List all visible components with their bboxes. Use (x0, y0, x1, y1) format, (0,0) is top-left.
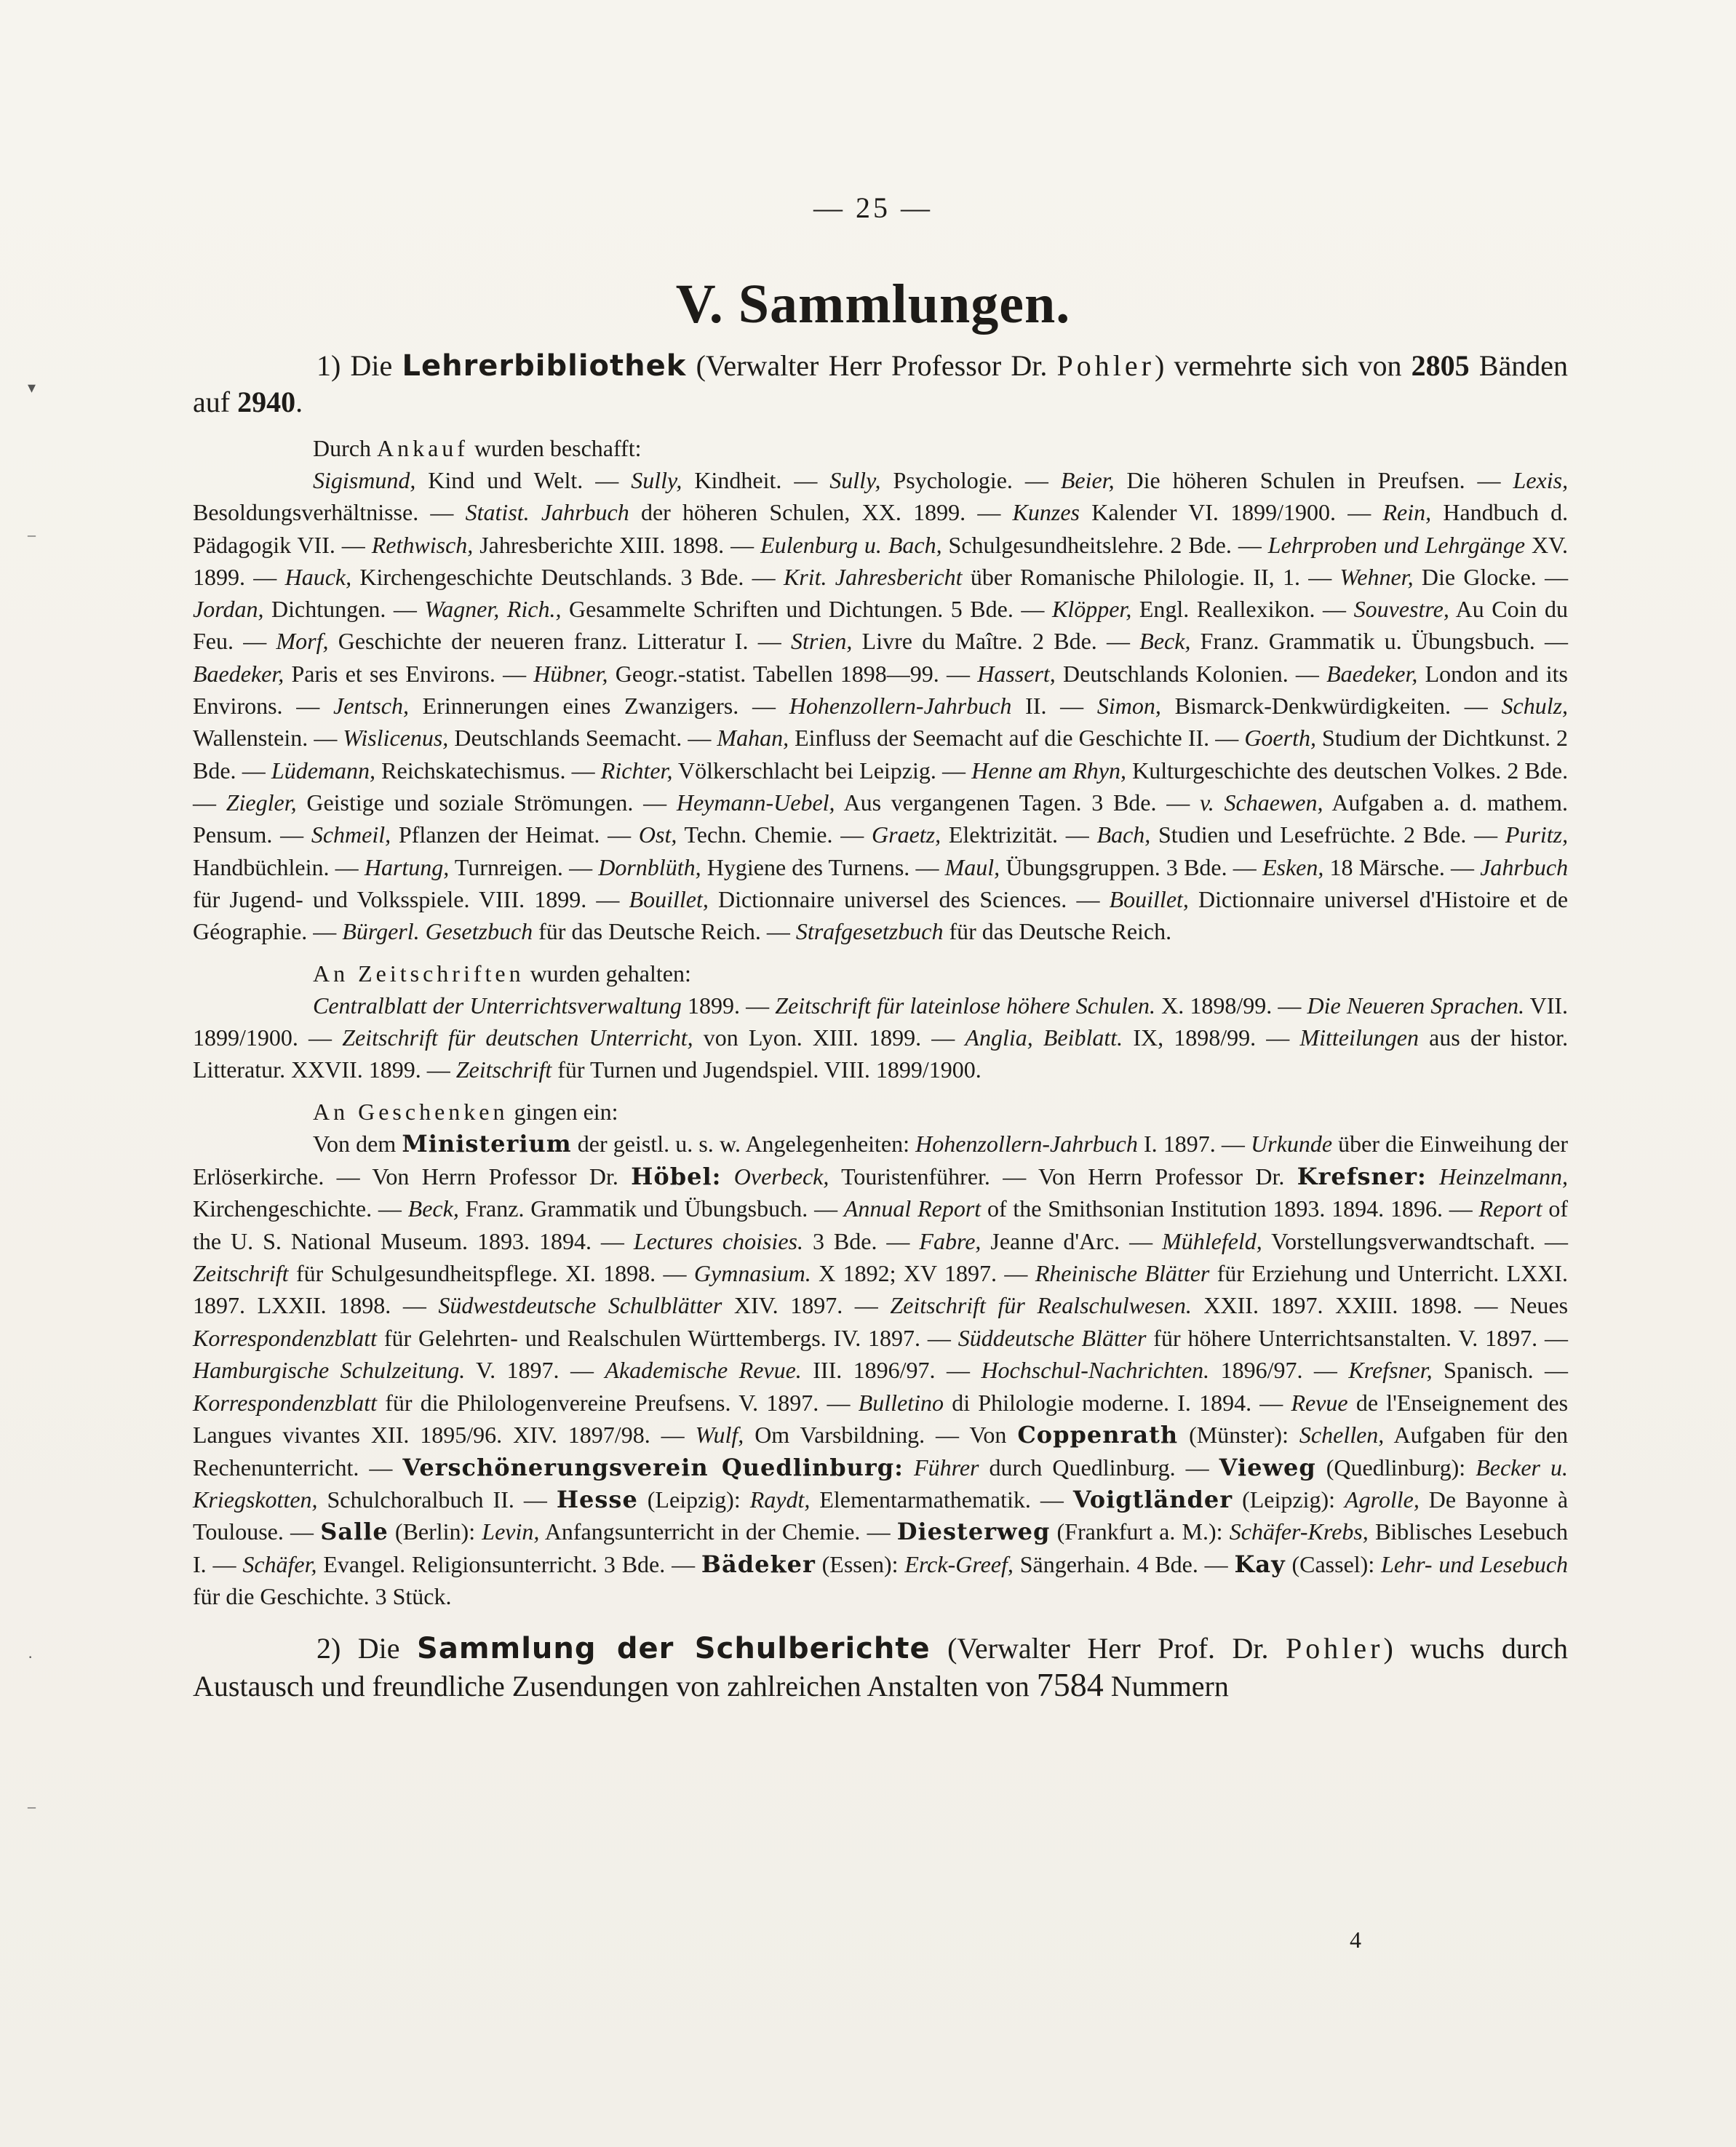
ankauf-entry (872, 821, 1097, 848)
ankauf-entry (717, 725, 1244, 751)
ankauf-text: XV. 1899. (193, 531, 1569, 590)
section-title: V. Sammlungen. (675, 274, 1071, 335)
ankauf-author: Sully, (631, 467, 682, 493)
ankauf-author: Bouillet, (629, 885, 709, 912)
zeitschrift-entry (775, 992, 1307, 1019)
ankauf-entry (784, 564, 1340, 590)
zeitschrift-entry (342, 1024, 965, 1051)
ankauf-author: Morf, (276, 628, 329, 655)
ankauf-text: Psychologie. (880, 467, 1013, 493)
person-name: Pohler (1056, 349, 1155, 382)
donor-hesse: Hesse (556, 1485, 638, 1513)
ankauf-text: Gesammelte Schriften und Dichtungen. 5 Bde. (561, 596, 1014, 623)
ankauf-text: Studien und Lesefrüchte. 2 Bde. (1150, 821, 1467, 848)
schulberichte-heading: Sammlung der Schulberichte (417, 1631, 931, 1665)
ankauf-author: Lehrproben und Lehrgänge (1267, 531, 1526, 558)
schulberichte-paragraph (193, 1630, 1568, 1705)
ankauf-entry (311, 821, 639, 848)
ankauf-text: Handbüchlein. (193, 853, 330, 880)
ankauf-text: Elektrizität. (941, 821, 1059, 848)
margin-mark-icon: ▾ (28, 378, 36, 397)
zeitschriften-heading (193, 957, 1568, 989)
ankauf-author: Maul, (944, 853, 1000, 880)
ankauf-entry (631, 467, 829, 493)
ankauf-author: Krit. Jahresbericht (783, 563, 963, 590)
ankauf-entry (977, 661, 1326, 687)
zeitschrift-text: VII. 1899/1900. (193, 992, 1569, 1051)
donor-verschoenerungsverein: Verschönerungsverein Quedlinburg: (402, 1453, 904, 1481)
ankauf-entry (276, 628, 791, 654)
ankauf-author: Puritz, (1505, 821, 1569, 848)
ankauf-text: Geogr.-statist. Tabellen 1898—99. (608, 660, 939, 687)
donor-voigtlaender: Voigtländer (1072, 1485, 1233, 1513)
ankauf-author: Dornblüth, (598, 853, 701, 880)
ankauf-text: Kind und Welt. (415, 467, 584, 493)
zeitschrift-text: von Lyon. XIII. 1899. (693, 1024, 922, 1051)
person-name: Pohler (1286, 1631, 1384, 1665)
ankauf-author: Rein, (1382, 499, 1432, 526)
item-number: 1) Die (316, 349, 393, 382)
ankauf-text: Erinnerungen eines Zwanzigers. (408, 693, 739, 720)
ankauf-text: Hygiene des Turnens. (701, 853, 910, 880)
signature-mark: 4 (1350, 1927, 1361, 1953)
ankauf-entry (313, 467, 631, 493)
ankauf-text: über Romanische Philologie. II, 1. (962, 563, 1300, 590)
zeitschrift-author: Zeitschrift für lateinlose höhere Schulen. (775, 992, 1156, 1019)
text: gingen ein: (514, 1099, 618, 1126)
ankauf-entry (226, 789, 677, 816)
ankauf-author: Richter, (600, 757, 673, 784)
donor-ministerium: Ministerium (402, 1130, 572, 1158)
ankauf-author: Ziegler, (226, 789, 297, 816)
text: ) vermehrte sich von (1154, 349, 1402, 382)
ankauf-entry (639, 821, 872, 848)
ankauf-author: Baedeker, (1326, 660, 1418, 687)
ankauf-list (193, 464, 1568, 947)
ankauf-entry (533, 661, 977, 687)
ankauf-author: Bach, (1096, 821, 1151, 848)
ankauf-author: Lexis, (1513, 467, 1569, 493)
ankauf-text: Dictionnaire universel d'Histoire et de Géographie. (193, 885, 1569, 945)
ankauf-text: für Jugend- und Volksspiele. VIII. 1899. (193, 885, 587, 912)
ankauf-author: Bürgerl. Gesetzbuch (342, 918, 533, 945)
page-number: — 25 — (813, 191, 933, 224)
donor-vieweg: Vieweg (1219, 1453, 1316, 1481)
ankauf-author: Schmeil, (311, 821, 391, 848)
ankauf-text: London and its Environs. (193, 660, 1569, 720)
text: Bänden auf (193, 349, 1569, 418)
donor-kay: Kay (1234, 1550, 1286, 1578)
ankauf-author: Jahrbuch (1480, 853, 1569, 880)
ankauf-entry (271, 757, 601, 784)
ankauf-entry (760, 532, 1268, 558)
ankauf-author: Jentsch, (333, 693, 409, 720)
text: Durch (313, 435, 371, 461)
ankauf-author: Esken, (1262, 853, 1324, 880)
ankauf-text: Schulgesundheitslehre. 2 Bde. (941, 531, 1232, 558)
ankauf-author: Hauck, (284, 563, 352, 590)
ankauf-text: Turnreigen. (449, 853, 563, 880)
ankauf-text: Die Glocke. (1413, 563, 1537, 590)
ankauf-author: Rethwisch, (371, 531, 474, 558)
ankauf-author: Bouillet, (1109, 885, 1189, 912)
ankauf-text: 18 Märsche. (1323, 853, 1445, 880)
ankauf-entry (1139, 628, 1568, 654)
ankauf-author: Hohenzollern-Jahrbuch (789, 693, 1012, 720)
ankauf-author: Wagner, Rich., (424, 596, 562, 623)
ankauf-author: Souvestre, (1353, 596, 1449, 623)
zeitschrift-author: Centralblatt der Unterrichtsverwaltung (313, 992, 682, 1019)
text: An Zeitschriften (313, 960, 525, 987)
ankauf-entry (342, 918, 796, 944)
ankauf-author: Beier, (1060, 467, 1115, 493)
count-from: 2805 (1411, 349, 1470, 382)
ankauf-author: Simon, (1096, 693, 1161, 720)
ankauf-text: der höheren Schulen, XX. 1899. (629, 499, 966, 526)
ankauf-author: Kunzes (1012, 499, 1080, 526)
ankauf-entry (1061, 467, 1513, 493)
ankauf-entry (285, 564, 784, 590)
ankauf-author: Henne am Rhyn, (971, 757, 1126, 784)
ankauf-entry (1340, 564, 1569, 590)
ankauf-author: Strien, (790, 628, 853, 655)
ankauf-author: Wehner, (1339, 563, 1414, 590)
ankauf-entry (598, 854, 944, 880)
ankauf-author: Hartung, (364, 853, 450, 880)
ankauf-author: Jordan, (193, 596, 264, 623)
geschenke-list: Von dem Ministerium der geistl. u. s. w. Angelegenheiten: Hohenzollern-Jahrbuch I. 1897. — Urkunde über die Einweihung der Erlöserkirche. — Von Herrn Professor Dr. Höbel: Overbeck, Touristenführer. — Von Herrn Professor Dr. Krefsner: Heinzelmann, Kirchengeschichte. — Beck, Franz. Grammatik und Übungsbuch. — Annual Report of the Smithsonian Institution 1893. 1894. 1896. — Report of the U. S. National Museum. 1893. 1894. — Lectures choisies. 3 Bde. — Fabre, Jeanne d'Arc. — Mühlefeld, Vorstellungsverwandtschaft. — Zeitschrift für Schulgesundheitspflege. XI. 1898. — Gymnasium. X 1892; XV 1897. — Rheinische Blätter für Erziehung und Unterricht. LXXI. 1897. LXXII. 1898. — Südwestdeutsche Schulblätter XIV. 1897. — Zeitschrift für Realschulwesen. XXII. 1897. XXIII. 1898. — Neues Korrespondenzblatt für Gelehrten- und Realschulen Württembergs. IV. 1897. — Süddeutsche Blätter für höhere Unterrichtsanstalten. V. 1897. — Hamburgische Schulzeitung. V. 1897. — Akademische Revue. III. 1896/97. — Hochschul-Nachrichten. 1896/97. — Krefsner, Spanisch. — Korrespondenzblatt für die Philologenvereine Preufsens. V. 1897. — Bulletino di Philologie moderne. I. 1894. — Revue de l'Enseignement des Langues vivantes XII. 1895/96. XIV. 1897/98. — Wulf, Om Varsbildning. — Von Coppenrath (Münster): Schellen, Aufgaben für den Rechenunterricht. — Verschönerungsverein Quedlinburg: Führer durch Quedlinburg. — Vieweg (Quedlinburg): Becker u. Kriegskotten, Schulchoralbuch II. — Hesse (Leipzig): Raydt, Elementarmathematik. — Voigtländer (Leipzig): Agrolle, De Bayonne à Toulouse. — Salle (Berlin): Levin, Anfangsunterricht in der Chemie. — Diesterweg (Frankfurt a. M.): Schäfer-Krebs, Biblisches Lesebuch I. — Schäfer, Evangel. Religionsunterricht. 3 Bde. — Bädeker (Essen): Erck-Greef, Sängerhain. 4 Bde. — Kay (Cassel): Lehr- und Lesebuch für die Geschichte. 3 Stück. (193, 1130, 1569, 1610)
donor-diesterweg: Diesterweg (896, 1518, 1051, 1546)
zeitschrift-text: IX, 1898/99. (1123, 1024, 1257, 1051)
ankauf-entry (677, 789, 1200, 816)
ankauf-entry (791, 628, 1139, 654)
text: ) wuchs durch Austausch und freundliche Zusendungen von zahlreichen Anstalten von (193, 1631, 1568, 1702)
ankauf-text: Aufgaben a. d. mathem. Pensum. (193, 789, 1568, 848)
zeitschrift-text: aus der histor. Litteratur. XXVII. 1899. (193, 1024, 1569, 1083)
zeitschrift-entry (313, 992, 775, 1019)
lehrerbibliothek-heading: Lehrerbibliothek (402, 349, 687, 383)
ankauf-author: Lüdemann, (271, 757, 375, 784)
ankauf-entry (466, 499, 1013, 525)
ankauf-entry (1013, 499, 1383, 525)
ankauf-text: Deutschlands Seemacht. (448, 725, 682, 752)
ankauf-author: Schulz, (1501, 693, 1569, 720)
ankauf-author: Baedeker, (193, 660, 284, 687)
ankauf-entry (193, 596, 424, 622)
zeitschrift-entry (965, 1024, 1299, 1051)
zeitschrift-text: X. 1898/99. (1155, 992, 1273, 1019)
lehrerbibliothek-paragraph (193, 348, 1568, 421)
ankauf-text: Wallenstein. (193, 725, 308, 752)
ankauf-author: Mahan, (717, 725, 789, 752)
ankauf-entry (365, 854, 598, 880)
ankauf-text: Livre du Maître. 2 Bde. (852, 628, 1097, 655)
ankauf-text: Kalender VI. 1899/1900. (1080, 499, 1337, 526)
ankauf-text: Pflanzen der Heimat. (391, 821, 600, 848)
ankauf-text: Völkerschlacht bei Leipzig. (672, 757, 936, 784)
ankauf-entry (424, 596, 1052, 622)
ankauf-entry (945, 854, 1262, 880)
ankauf-entry (601, 757, 971, 784)
zeitschriften-list (193, 989, 1568, 1086)
ankauf-entry (796, 918, 1171, 944)
zeitschrift-text: für Turnen und Jugendspiel. VIII. 1899/1900. (552, 1056, 982, 1083)
ankauf-text: Au Coin du Feu. (193, 596, 1569, 655)
ankauf-author: Heymann-Uebel, (676, 789, 835, 816)
ankauf-author: Hübner, (533, 660, 608, 687)
ankauf-text: Engl. Reallexikon. (1131, 596, 1315, 623)
zeitschrift-author: Anglia, Beiblatt. (965, 1024, 1123, 1051)
ankauf-text: Übungsgruppen. 3 Bde. (1000, 853, 1227, 880)
ankauf-text: Jahresberichte XIII. 1898. (473, 531, 725, 558)
text: An Geschenken (313, 1099, 509, 1126)
ankauf-text: Aus vergangenen Tagen. 3 Bde. (835, 789, 1157, 816)
ankauf-author: Wislicenus, (343, 725, 449, 752)
ankauf-text: Kindheit. (682, 467, 782, 493)
zeitschrift-author: Mitteilungen (1299, 1024, 1419, 1051)
zeitschrift-author: Zeitschrift für deutschen Unterricht, (342, 1024, 693, 1051)
ankauf-author: Beck, (1139, 628, 1191, 655)
margin-mark-icon: – (28, 1797, 36, 1815)
text: Nummern (1110, 1669, 1229, 1702)
ankauf-author: Ost, (638, 821, 677, 848)
ankauf-author: v. Schaewen, (1199, 789, 1323, 816)
ankauf-entry (1262, 854, 1480, 880)
ankauf-text: Geistige und soziale Strömungen. (296, 789, 634, 816)
ankauf-author: Statist. Jahrbuch (465, 499, 629, 526)
ankauf-author: Graetz, (872, 821, 941, 848)
text: wurden gehalten: (530, 960, 691, 987)
ankauf-entry (829, 467, 1061, 493)
zeitschrift-author: Zeitschrift (455, 1056, 552, 1083)
text: wurden beschafft: (474, 435, 642, 461)
text: . (295, 386, 303, 418)
ankauf-text: Kirchengeschichte Deutschlands. 3 Bde. (351, 563, 744, 590)
ankauf-text: Bismarck-Denkwürdigkeiten. (1160, 693, 1452, 720)
ankauf-entry (1097, 821, 1505, 848)
donor-krefsner: Krefsner: (1297, 1162, 1427, 1190)
ankauf-entry (1097, 693, 1502, 719)
ankauf-entry (343, 725, 717, 751)
ankauf-text: Reichskatechismus. (375, 757, 566, 784)
geschenke-heading (193, 1096, 1568, 1128)
text: (Verwalter Herr Prof. Dr. (947, 1631, 1269, 1665)
ankauf-text: Kulturgeschichte des deutschen Volkes. 2 Bde. (1126, 757, 1569, 784)
count-to: 2940 (237, 386, 296, 418)
document-body (193, 348, 1568, 1705)
count: 7584 (1036, 1665, 1104, 1703)
zeitschrift-author: Die Neueren Sprachen. (1307, 992, 1525, 1019)
ankauf-text: Techn. Chemie. (677, 821, 833, 848)
donor-baedeker: Bädeker (701, 1550, 816, 1578)
zeitschrift-text: 1899. (681, 992, 741, 1019)
ankauf-author: Klöpper, (1051, 596, 1132, 623)
ankauf-author: Goerth, (1244, 725, 1316, 752)
ankauf-entry (333, 693, 789, 719)
text: (Verwalter Herr Professor Dr. (696, 349, 1048, 382)
ankauf-text: Geschichte der neueren franz. Litteratur I. (328, 628, 749, 655)
ankauf-text: II. (1011, 693, 1047, 720)
donor-salle: Salle (320, 1518, 389, 1546)
ankauf-entry (789, 693, 1097, 719)
ankauf-text: Die höheren Schulen in Preufsen. (1114, 467, 1465, 493)
ankauf-text: für das Deutsche Reich. (533, 918, 761, 945)
ankauf-text: Handbuch d. Pädagogik VII. (193, 499, 1569, 558)
ankauf-text: Einfluss der Seemacht auf die Geschichte II. (789, 725, 1210, 752)
margin-mark-icon: – (28, 525, 36, 543)
ankauf-author: Sully, (829, 467, 881, 493)
margin-mark-icon: · (28, 1648, 33, 1666)
ankauf-text: Franz. Grammatik u. Übungsbuch. (1190, 628, 1535, 655)
ankauf-entry (193, 661, 533, 687)
ankauf-text: für das Deutsche Reich. (943, 918, 1172, 945)
ankauf-text: Studium der Dichtkunst. 2 Bde. (193, 725, 1569, 784)
ankauf-heading (193, 432, 1568, 464)
item-number: 2) Die (316, 1631, 400, 1665)
text: Ankauf (376, 435, 469, 461)
ankauf-author: Eulenburg u. Bach, (760, 531, 942, 558)
ankauf-entry (1052, 596, 1354, 622)
donor-coppenrath: Coppenrath (1017, 1421, 1179, 1449)
ankauf-entry (372, 532, 760, 558)
ankauf-author: Hassert, (977, 660, 1056, 687)
ankauf-text: Besoldungsverhältnisse. (193, 499, 419, 526)
ankauf-author: Sigismund, (313, 467, 416, 493)
ankauf-author: Strafgesetzbuch (795, 918, 944, 945)
zeitschrift-entry (456, 1056, 982, 1083)
ankauf-entry (629, 886, 1110, 912)
donor-hoebel: Höbel: (631, 1162, 722, 1190)
ankauf-text: Paris et ses Environs. (284, 660, 495, 687)
ankauf-text: Dictionnaire universel des Sciences. (708, 885, 1067, 912)
ankauf-text: Deutschlands Kolonien. (1055, 660, 1289, 687)
ankauf-text: Dichtungen. (263, 596, 386, 623)
